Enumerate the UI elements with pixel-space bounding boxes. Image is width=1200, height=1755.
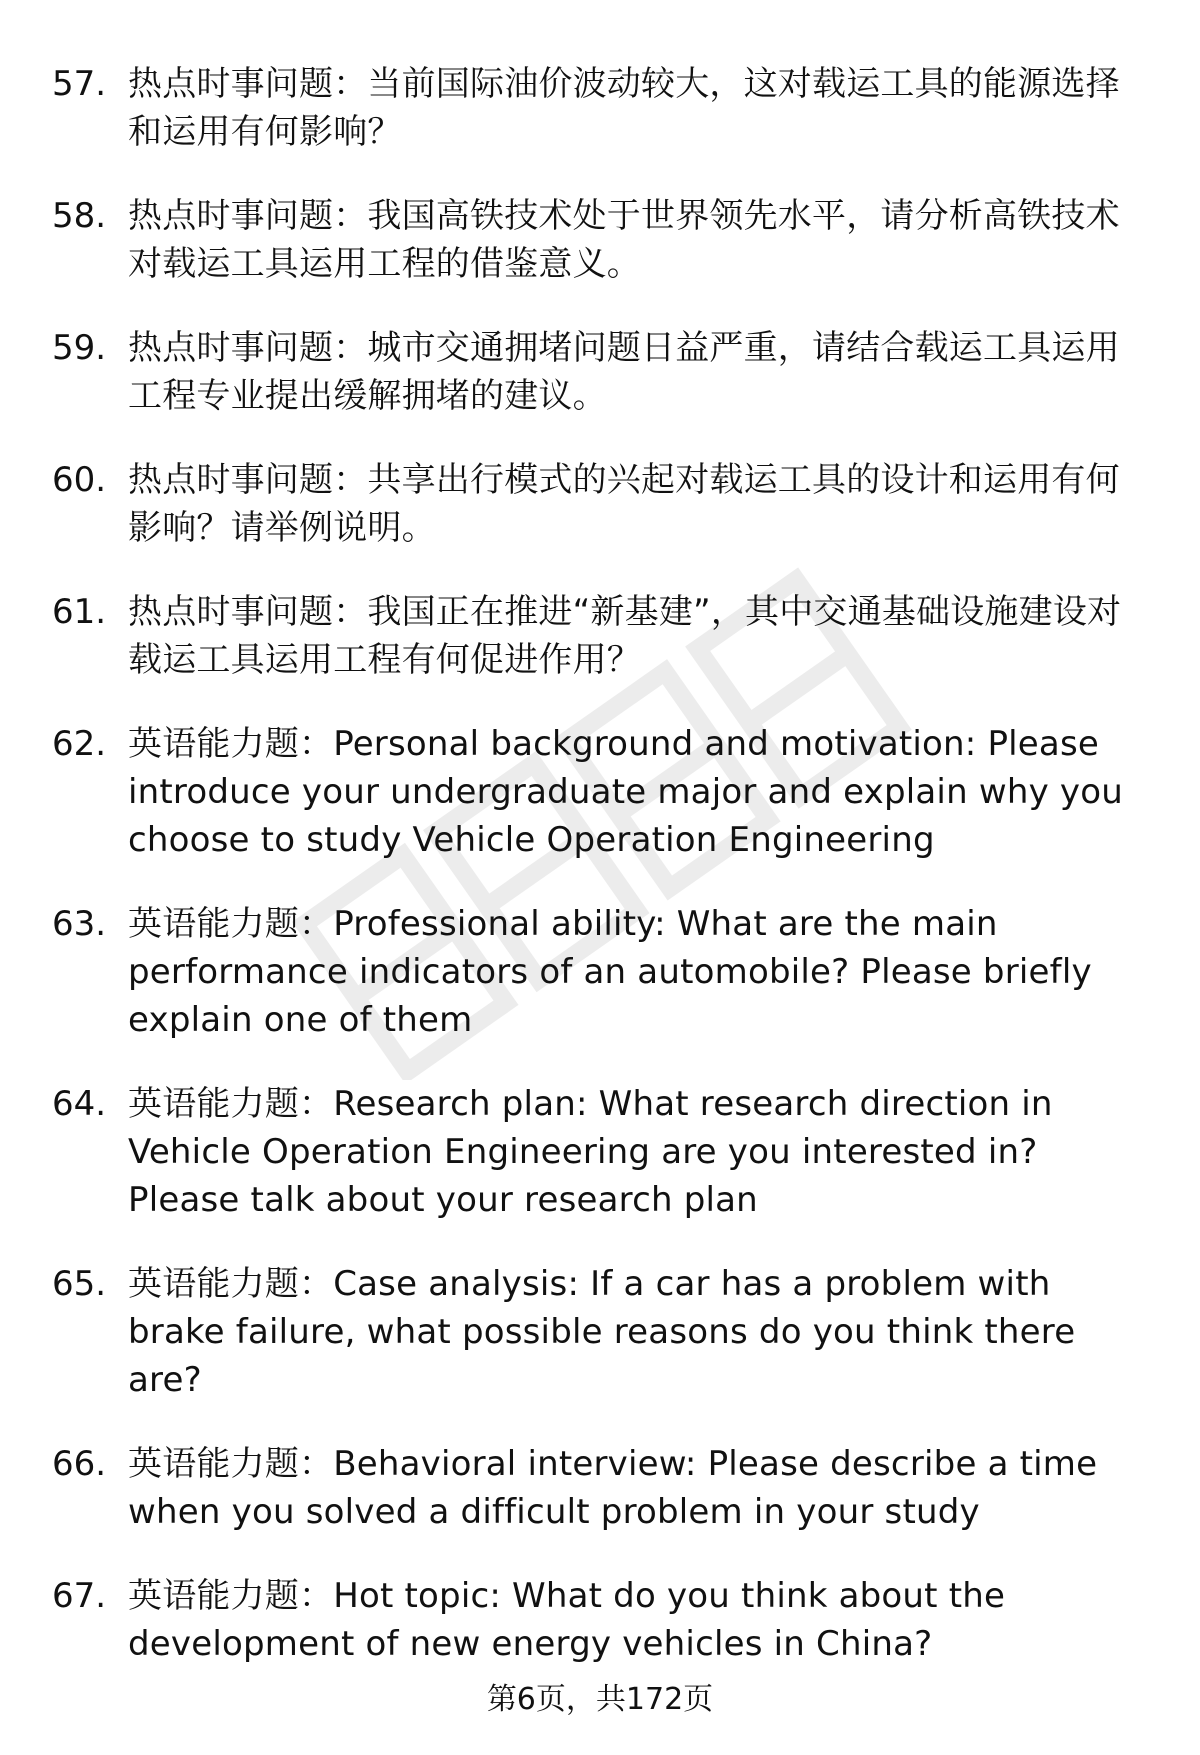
question-item-64 [52, 1080, 1152, 1224]
question-item-57 [52, 60, 1152, 156]
question-number: 65. [52, 1264, 107, 1304]
question-number: 62. [52, 724, 107, 764]
question-number: 57. [52, 64, 107, 104]
page-indicator: 第6页，共172页 [486, 1682, 714, 1717]
question-text: 英语能力题：Behavioral interview: Please describe a time when you solved a difficult problem in your study [128, 1444, 1098, 1532]
question-number: 63. [52, 904, 107, 944]
question-text: 热点时事问题：城市交通拥堵问题日益严重，请结合载运工具运用工程专业提出缓解拥堵的建议。 [128, 328, 1120, 416]
question-text: 英语能力题：Personal background and motivation: Please introduce your undergraduate major and explain why you choose to study Vehicle Operation Engineering [128, 724, 1123, 860]
question-text: 英语能力题：Research plan: What research direction in Vehicle Operation Engineering are you interested in? Please talk about your research plan [128, 1084, 1053, 1220]
question-text: 英语能力题：Hot topic: What do you think about the development of new energy vehicles in China? [128, 1576, 1006, 1664]
question-number: 60. [52, 460, 107, 500]
question-text: 英语能力题：Case analysis: If a car has a problem with brake failure, what possible reasons do you think there are? [128, 1264, 1076, 1400]
question-number: 66. [52, 1444, 107, 1484]
question-item-59 [52, 324, 1152, 420]
question-list [52, 60, 1152, 1704]
question-item-65 [52, 1260, 1152, 1404]
question-item-60 [52, 456, 1152, 552]
question-text: 热点时事问题：我国正在推进“新基建”，其中交通基础设施建设对载运工具运用工程有何促进作用？ [128, 592, 1122, 680]
question-text: 英语能力题：Professional ability: What are the main performance indicators of an automobile? Please briefly explain one of them [128, 904, 1092, 1040]
question-item-61 [52, 588, 1152, 684]
question-number: 61. [52, 592, 107, 632]
question-text: 热点时事问题：当前国际油价波动较大，这对载运工具的能源选择和运用有何影响？ [128, 64, 1120, 152]
question-text: 热点时事问题：我国高铁技术处于世界领先水平，请分析高铁技术对载运工具运用工程的借鉴意义。 [128, 196, 1120, 284]
question-number: 67. [52, 1576, 107, 1616]
question-item-66 [52, 1440, 1152, 1536]
question-text: 热点时事问题：共享出行模式的兴起对载运工具的设计和运用有何影响？请举例说明。 [128, 460, 1120, 548]
question-number: 64. [52, 1084, 107, 1124]
question-item-67 [52, 1572, 1152, 1668]
question-item-62 [52, 720, 1152, 864]
question-number: 59. [52, 328, 107, 368]
question-number: 58. [52, 196, 107, 236]
question-item-58 [52, 192, 1152, 288]
question-item-63 [52, 900, 1152, 1044]
